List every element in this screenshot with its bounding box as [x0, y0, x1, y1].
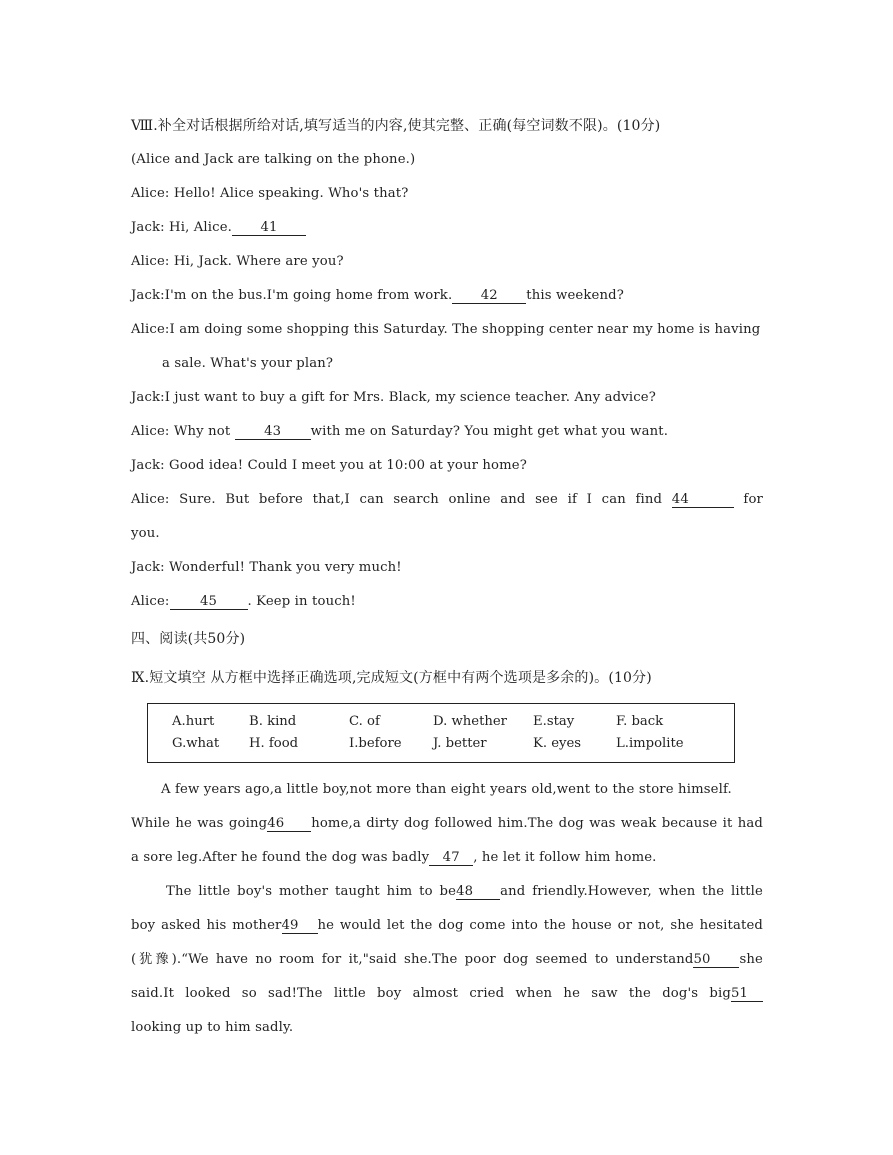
line-text: and friendly.However, when the little [500, 884, 764, 899]
option: E.stay [533, 714, 575, 729]
line-text: with me on Saturday? You might get what you want. [310, 424, 669, 439]
dialogue-line: Jack: Good idea! Could I meet you at 10:00 at your home? [131, 458, 527, 473]
line-text: Jack:I'm on the bus.I'm going home from work. [131, 288, 453, 303]
blank-45[interactable]: 45 [170, 594, 248, 610]
line-text: a sore leg.After he found the dog was badly [131, 850, 430, 865]
line-text: for [733, 492, 763, 507]
blank-46[interactable]: 46 [267, 816, 311, 832]
line-text: he would let the dog come into the house or not, she hesitated [317, 918, 763, 933]
line-text: The little boy's mother taught him to be [166, 884, 457, 899]
line-text: said.It looked so sad!The little boy almost cried when he saw the dog's big [131, 986, 731, 1001]
passage-line [131, 943, 763, 977]
dialogue-line: Alice: Hi, Jack. Where are you? [131, 254, 344, 269]
option: H. food [249, 736, 299, 751]
dialogue-line: Alice:I am doing some shopping this Saturday. The shopping center near my home is having [131, 322, 761, 337]
blank-51[interactable]: 51 [731, 986, 763, 1002]
dialogue-line [131, 211, 763, 245]
passage-line: looking up to him sadly. [131, 1020, 294, 1035]
options-row [172, 733, 734, 755]
passage-line: A few years ago,a little boy,not more than eight years old,went to the store himself. [161, 782, 732, 797]
dialogue-scene: (Alice and Jack are talking on the phone.) [131, 152, 416, 167]
option: F. back [616, 714, 664, 729]
passage-line [131, 977, 763, 1011]
dialogue-line: Jack: Wonderful! Thank you very much! [131, 560, 402, 575]
option: C. of [349, 714, 380, 729]
dialogue-line: a sale. What's your plan? [162, 356, 334, 371]
line-text: While he was going [131, 816, 268, 831]
dialogue-line [131, 279, 763, 313]
dialogue-line [131, 585, 763, 619]
option: L.impolite [616, 736, 684, 751]
dialogue-line: you. [131, 526, 160, 541]
blank-49[interactable]: 49 [282, 918, 318, 934]
line-text: she [739, 952, 763, 967]
blank-47[interactable]: 47 [429, 850, 473, 866]
option: B. kind [249, 714, 297, 729]
line-text: boy asked his mother [131, 918, 282, 933]
passage-line [131, 909, 763, 943]
part-4-heading: 四、阅读(共50分) [131, 631, 246, 647]
line-text: (犹豫).“We have no room for it,"said she.The poor dog seemed to understand [131, 952, 694, 967]
blank-50[interactable]: 50 [693, 952, 739, 968]
passage-line [131, 807, 763, 841]
section-9-heading: Ⅸ.短文填空 从方框中选择正确选项,完成短文(方框中有两个选项是多余的)。(10分) [131, 670, 652, 686]
option: I.before [349, 736, 402, 751]
line-text: Alice: Sure. But before that,I can search online and see if I can find [131, 492, 672, 507]
blank-41[interactable]: 41 [232, 220, 306, 236]
line-text: home,a dirty dog followed him.The dog was weak because it had [311, 816, 763, 831]
blank-43[interactable]: 43 [235, 424, 311, 440]
options-row [172, 711, 734, 733]
blank-42[interactable]: 42 [452, 288, 526, 304]
passage-line [131, 841, 763, 875]
option: J. better [433, 736, 487, 751]
section-8-heading: Ⅷ.补全对话根据所给对话,填写适当的内容,使其完整、正确(每空词数不限)。(10分) [131, 118, 661, 134]
dialogue-line [131, 483, 763, 517]
line-text: . Keep in touch! [247, 594, 356, 609]
dialogue-line: Jack:I just want to buy a gift for Mrs. Black, my science teacher. Any advice? [131, 390, 656, 405]
line-text: Alice: Why not [131, 424, 235, 439]
option: D. whether [433, 714, 507, 729]
passage-line [131, 875, 763, 909]
dialogue-line: Alice: Hello! Alice speaking. Who's that? [131, 186, 409, 201]
worksheet-page [131, 109, 763, 1045]
line-text: this weekend? [526, 288, 624, 303]
options-box [147, 703, 735, 763]
blank-44[interactable]: 44 [672, 492, 734, 508]
option: G.what [172, 736, 220, 751]
option: A.hurt [172, 714, 215, 729]
line-text: , he let it follow him home. [473, 850, 657, 865]
dialogue-line [131, 415, 763, 449]
blank-48[interactable]: 48 [456, 884, 500, 900]
line-text: Jack: Hi, Alice. [131, 220, 233, 235]
line-text: Alice: [131, 594, 170, 609]
option: K. eyes [533, 736, 582, 751]
